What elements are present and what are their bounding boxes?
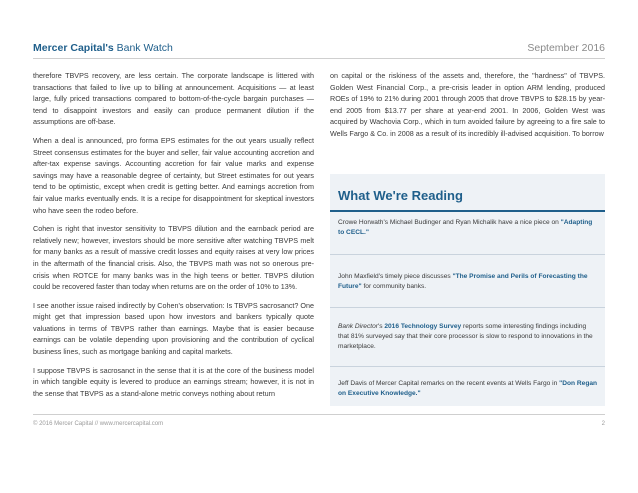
page-header: [33, 38, 605, 59]
right-column: [330, 70, 605, 140]
paragraph: I suppose TBVPS is sacrosanct in the sense that it is at the core of the business model in which tangible equity is levered to produce an earnings stream; however, it is not in the sense that TBVPS as a stand-alone metric conveys nothing about return: [33, 365, 314, 398]
page-footer: [33, 414, 605, 429]
link-technology-survey[interactable]: 2016 Technology Survey: [384, 323, 462, 330]
link-forecasting-future[interactable]: "The Promise and Perils of Forecasting the Future": [338, 273, 588, 290]
link-don-regan[interactable]: "Don Regan on Executive Knowledge.": [338, 380, 598, 397]
page-number: 2: [601, 421, 605, 427]
publication-title: [33, 42, 173, 54]
title-rule: [330, 210, 605, 212]
paragraph: I see another issue raised indirectly by Cohen's observation: Is TBVPS sacrosanct? One might get that impression based upon how investors and bankers typically quote valuations in terms of TBVPS rather than earnings. Maybe that is easier because earnings can be volatile depending upon provisioning and the contribution of cyclical business lines, such as mortgage banking and capital markets.: [33, 300, 314, 357]
divider: [330, 366, 605, 367]
divider: [330, 307, 605, 308]
paragraph: on capital or the riskiness of the assets and, therefore, the "hardness" of TBVPS. Golden West Financial Corp., a pre-crisis leader in option ARM lending, produced ROEs of 19% to 21% during 2001 through 2005 that drove TBVPS to $28.15 by year-end 2005 from $13.77 per share at year-end 2001. In 2006, Golden West was acquired by Wachovia Corp., which in turn avoided failure by agreeing to a fire sale to Wells Fargo & Co. in 2008 as a result of its incredibly ill-advised acquisition. To borrow: [330, 71, 605, 138]
brand-name: Mercer Capital's: [33, 42, 114, 54]
paragraph: Cohen is right that investor sensitivity to TBVPS dilution and the earnback period are relatively new; however, investors should be more sensitive after watching TBVPS melt for many banks as a result of massive credit losses and equity raises at very low prices in the aftermath of the financial crisis. Also, the TBVPS math was not so onerous pre-crisis when ROTCE for many banks was in the high teens or better. TBVPS dilution could be recovered faster than today when returns are on the order of 10% to 13%.: [33, 224, 314, 292]
newsletter-name: Bank Watch: [113, 42, 173, 54]
left-column: [33, 70, 314, 406]
divider: [330, 254, 605, 255]
paragraph: therefore TBVPS recovery, are less certain. The corporate landscape is littered with transactions that failed to live up to billing at announcement. Acquisitions — at least large, fully priced transactions compared to bottom-of-the-cycle bargain purchases — tend to disappoint investors and easily can produce permanent dilution if the assumptions are off-base.: [33, 71, 314, 127]
link-adapting-to-cecl[interactable]: "Adapting to CECL.": [338, 219, 593, 236]
issue-date: September 2016: [527, 42, 605, 54]
reading-item-3: Bank Director's 2016 Technology Survey reports some interesting findings including that 81% surveyed say that their core processor is slow to respond to innovations in the marketplace.: [338, 323, 593, 350]
footer-copyright: © 2016 Mercer Capital // www.mercercapital.com: [33, 421, 164, 427]
reading-title: What We're Reading: [338, 188, 463, 203]
reading-item-2: John Maxfield's timely piece discusses "The Promise and Perils of Forecasting the Future" for community banks.: [338, 273, 588, 290]
paragraph: When a deal is announced, pro forma EPS estimates for the out years usually reflect Street consensus estimates for the buyer and seller, fair value accounting accretion and after-tax expense savings. Accounting accretion for fair value marks and expense savings may have a reasonable degree of certainty, but Street estimates for out years tend to be optimistic, except when credit is getting better. And earnings accretion from fair value marks eventually ends. It is a recipe for disappointment for skeptical investors who have seen the rodeo before.: [33, 135, 314, 215]
reading-panel: [330, 174, 605, 406]
reading-item-1: Crowe Horwath's Michael Budinger and Ryan Michalik have a nice piece on "Adapting to CECL.": [338, 219, 593, 236]
reading-item-4: Jeff Davis of Mercer Capital remarks on the recent events at Wells Fargo in "Don Regan on Executive Knowledge.": [338, 380, 598, 397]
